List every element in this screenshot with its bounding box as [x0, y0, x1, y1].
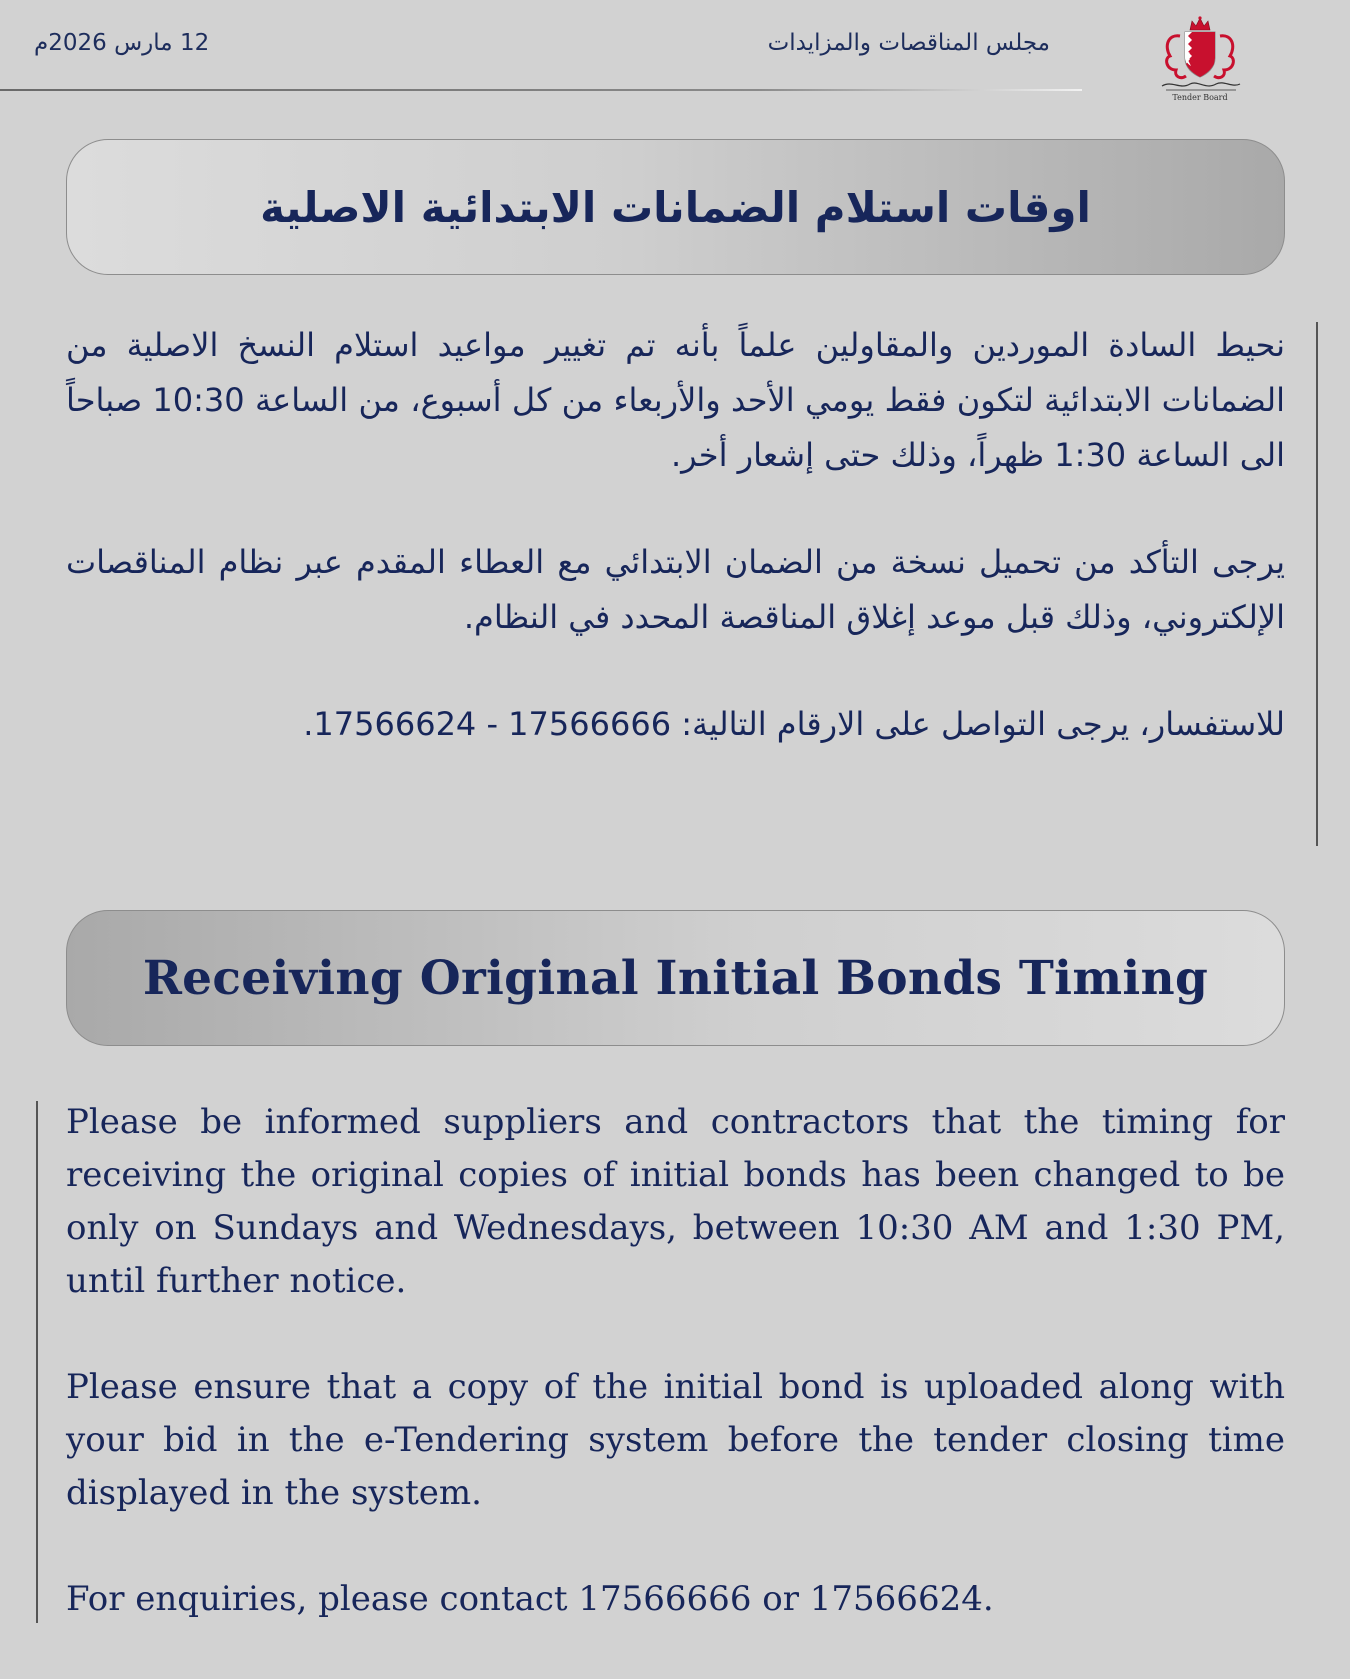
english-title: Receiving Original Initial Bonds Timing [142, 950, 1209, 1006]
arabic-paragraph-notice: نحيط السادة الموردين والمقاولين علماً بأنه تم تغيير مواعيد استلام النسخ الاصلية من الضمانات الابتدائية لتكون فقط يومي الأحد والأربعاء من كل أسبوع، من الساعة 10:30 صباحاً الى الساعة 1:30 ظهراً، وذلك حتى إشعار أخر. [66, 326, 1286, 474]
organization-name: مجلس المناقصات والمزايدات [767, 30, 1050, 56]
header-divider [0, 89, 1082, 91]
tender-board-logo [1150, 14, 1250, 104]
arabic-title: اوقات استلام الضمانات الابتدائية الاصلية [260, 182, 1091, 232]
arabic-paragraph-upload: يرجى التأكد من تحميل نسخة من الضمان الابتدائي مع العطاء المقدم عبر نظام المناقصات الإلكتروني، وذلك قبل موعد إغلاق المناقصة المحدد في النظام. [66, 543, 1285, 636]
english-paragraph-notice: Please be informed suppliers and contractors that the timing for receiving the original copies of initial bonds has been changed to be only on Sundays and Wednesdays, between 10:30 AM and 1:30 PM, until further notice. [66, 1102, 1285, 1301]
header-bar [0, 0, 1350, 102]
arabic-body [66, 318, 1285, 804]
english-paragraph-upload: Please ensure that a copy of the initial bond is uploaded along with your bid in the e-Tendering system before the tender closing time displayed in the system. [66, 1367, 1285, 1513]
english-body [66, 1096, 1285, 1679]
emblem-icon [1150, 14, 1250, 94]
arabic-section-rule [1316, 322, 1318, 846]
arabic-title-banner [66, 139, 1285, 275]
english-section-rule [36, 1101, 38, 1623]
arabic-paragraph-contact: للاستفسار، يرجى التواصل على الارقام التالية: 17566666 - 17566624. [303, 705, 1285, 743]
logo-caption: Tender Board [1172, 93, 1228, 102]
english-paragraph-contact: For enquiries, please contact 17566666 or 17566624. [66, 1579, 994, 1619]
date-label: 12 مارس 2026م [34, 30, 210, 56]
english-title-banner [66, 910, 1285, 1046]
